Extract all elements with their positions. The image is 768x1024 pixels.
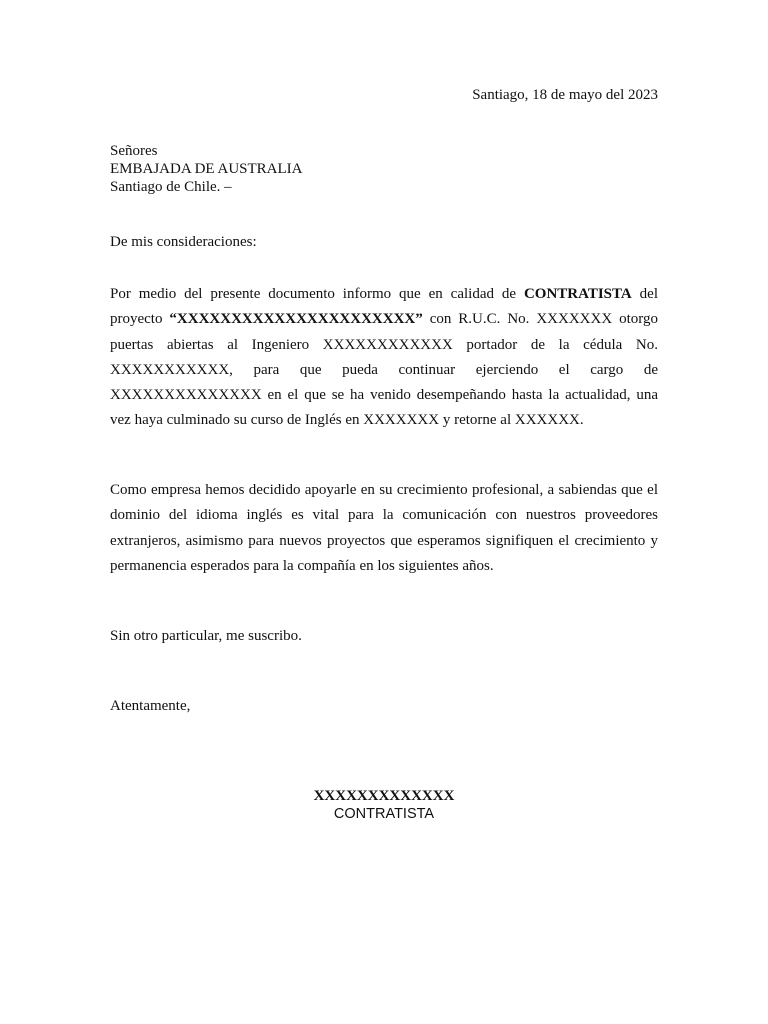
body-paragraph-1 bbox=[110, 282, 658, 434]
regards: Atentamente, bbox=[110, 698, 191, 714]
paragraph-1-text-b: del proyecto bbox=[110, 286, 658, 328]
addressee-organization: EMBAJADA DE AUSTRALIA bbox=[110, 161, 303, 177]
signature-block bbox=[0, 787, 768, 823]
paragraph-1-bold-role: CONTRATISTA bbox=[523, 286, 632, 302]
paragraph-1-bold-project: “XXXXXXXXXXXXXXXXXXXXXX” bbox=[169, 311, 423, 328]
body-paragraph-2: Como empresa hemos decidido apoyarle en su crecimiento profesional, a sabiendas que el dominio del idioma inglés es vital para la comunicación con nuestros proveedores extranjeros, asimismo para nuevos proyectos que esperamos signifiquen el crecimiento y permanencia esperados para la compañía en los siguientes años. bbox=[110, 482, 658, 574]
paragraph-1-text-a: Por medio del presente documento informo que en calidad de bbox=[110, 286, 524, 302]
addressee-salutation: Señores bbox=[110, 143, 158, 159]
paragraph-1-text-c: con R.U.C. No. XXXXXXX otorgo puertas abiertas al Ingeniero XXXXXXXXXXXX portador de la cédula No. XXXXXXXXXXX, para que pueda continuar ejerciendo el cargo de XXXXXXXXXXXXXX en el que se ha venido desempeñando hasta la actualidad, una vez haya culminado su curso de Inglés en XXXXXXX y retorne al XXXXXX. bbox=[110, 311, 658, 429]
signature-name: XXXXXXXXXXXXX bbox=[313, 788, 455, 804]
addressee-city: Santiago de Chile. – bbox=[110, 179, 232, 195]
greeting: De mis consideraciones: bbox=[110, 234, 257, 250]
addressee-block bbox=[110, 142, 303, 196]
closing-line: Sin otro particular, me suscribo. bbox=[110, 628, 302, 644]
signature-role: CONTRATISTA bbox=[333, 806, 435, 822]
letter-date: Santiago, 18 de mayo del 2023 bbox=[472, 87, 658, 103]
